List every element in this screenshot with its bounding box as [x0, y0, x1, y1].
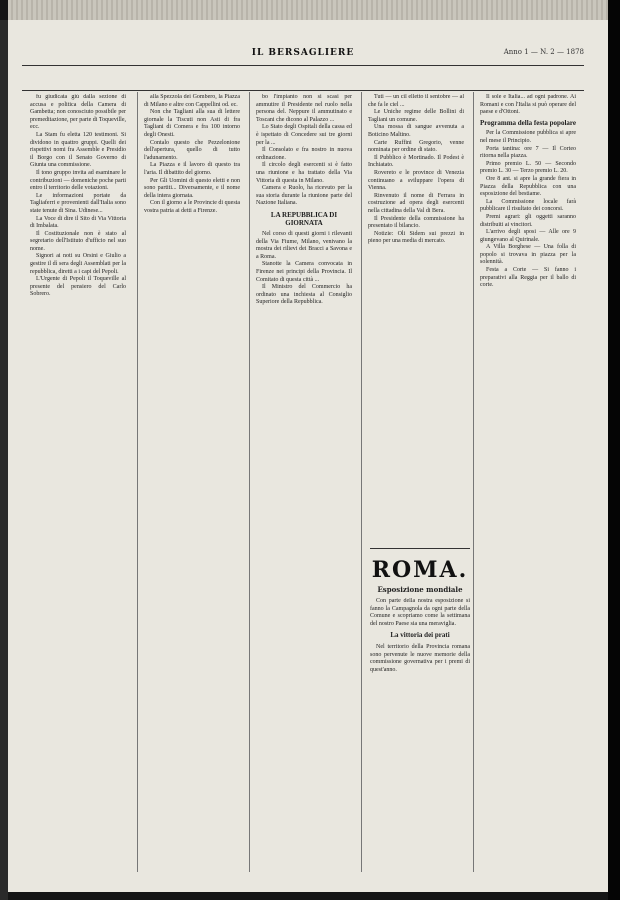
- header-rule: [22, 65, 584, 66]
- paragraph: Rovereto e le province di Venezia continuano a sviluppare l'opera di Vienna.: [368, 169, 464, 192]
- paragraph: A Villa Borghese — Una folla di popolo si trovava in piazza per la solennità.: [480, 244, 576, 266]
- column-separator: [249, 92, 250, 872]
- paragraph: bo l'impianto non si scasi per ammutire il Presidente nel ruolo nella persona del. Neppure il ammutinato e Toscani che dicono al Palazzo ...: [256, 94, 352, 123]
- paragraph: Ore 8 ant. si apre la grande fiera in Piazza della Repubblica con una esposizione del bestiame.: [480, 175, 576, 198]
- paragraph: Nel corso di questi giorni i rilevanti della Via Fiume, Milano, venivano la mostra dei rilievi dei Bracci a Savona e a Roma.: [256, 231, 352, 260]
- roma-box: [370, 553, 470, 873]
- roma-subtitle: Esposizione mondiale: [377, 585, 463, 594]
- paragraph: Per Gli Uomini di questo eletti e non sono partiti... Diversamente, e il nome della intera giornata.: [144, 177, 240, 199]
- newspaper-title: IL BERSAGLIERE: [251, 48, 355, 58]
- paragraph: Primo premio L. 50 — Secondo premio L. 30 — Terzo premio L. 20.: [480, 160, 576, 175]
- paragraph: Per la Commissione pubblica si apre nel mese il Principio.: [480, 130, 576, 144]
- scan-binding-edge: [608, 0, 620, 900]
- paragraph: Il circolo degli esercenti si è fatto una riunione e ha trattato della Via Vittoria di questa in Milano.: [256, 162, 352, 184]
- torn-page-strip: [8, 0, 608, 20]
- paragraph: Il sole e Italia... ad ogni padrone. Ai Romani e con l'Italia si può operare del paese e d'Ottoni.: [480, 94, 576, 116]
- paragraph: Non che Tagliani alla sua di lettere giornale la Tiscuti non Asti di fra Tagliani di Comera e fra 100 intorno degli Onesti.: [144, 109, 240, 138]
- paragraph: Con parte della nostra esposizione si fanno la Campagnola da ogni parte della Comune e scopriamo come la settimana del nostro Paese sia una meraviglia.: [370, 598, 470, 627]
- paragraph: Con il giorno a le Provincie di questa vostra patria ai detti a Firenze.: [144, 200, 240, 214]
- paragraph: Camera e Ruolo, ha ricevuto per la sua storia durante la riunione parte del Nazione Italiana.: [256, 185, 352, 207]
- article-column-5: [480, 94, 576, 872]
- paragraph: Signori ai noti su Orsini e Giulio a gestire il dì sera degli Assemblati per la repubblica, diretti a i capi del Pepoli.: [30, 253, 126, 275]
- paragraph: La Piazza e il lavoro di questo tra l'aria. Il dibattito del giorno.: [144, 162, 240, 176]
- paragraph: Le Uniche regime delle Bollini di Tagliani un comune.: [368, 109, 464, 123]
- section-title: La vittoria dei prati: [390, 631, 450, 640]
- section-title: Programma della festa popolare: [480, 118, 576, 127]
- section-title: LA REPUBBLICA DI GIORNATA: [270, 210, 338, 227]
- paragraph: Tuti — un cil elletto il sentobre — al che fa le ciel ...: [368, 94, 464, 108]
- column-separator: [473, 92, 474, 872]
- article-column-4: [368, 94, 464, 549]
- paragraph: Premi agrari: gli oggetti saranno distribuiti ai vincitori.: [480, 213, 576, 228]
- paragraph: Contalo questo che Pezzelonione dell'apertura, quello di tutto l'adunamento.: [144, 139, 240, 161]
- paragraph: alla Spezzola dei Gombero, la Piazza di Milano e altre con Cappellini od. ec.: [144, 94, 240, 108]
- paragraph: Rinvenuto il nome di Ferrara in costruzione ad opera degli esercenti nella cittadina della Val di Bera.: [368, 192, 464, 214]
- paragraph: Festa a Corte — Si fanno i preparativi alla Reggia per il ballo di corte.: [480, 267, 576, 289]
- paragraph: La Stam fu eletta 120 testimoni. Si dividono in quattro gruppi. Quelli dei rispettivi nomi fra Assemble e Presidio il Borgo con il Senato Governo di Giunta una commissione.: [30, 131, 126, 169]
- paragraph: Stanotte la Camera convocata in Firenze nei principi della Provincia. Il Comitato di questa città ...: [256, 261, 352, 283]
- paragraph: Il Presidente della commissione ha presentato il bilancio.: [368, 215, 464, 230]
- paragraph: Il tono gruppo invita ad esaminare le contribuzioni — domeniche poche parti entro il territorio delle votazioni.: [30, 169, 126, 192]
- paragraph: Porta tantina: ore 7 — Il Corteo ritorna nella piazza.: [480, 145, 576, 160]
- column-separator: [137, 92, 138, 872]
- column-separator: [361, 92, 362, 872]
- paragraph: Il Ministro del Commercio ha ordinato una inchiesta al Consiglio Superiore della Repubblica.: [256, 284, 352, 306]
- roma-text: [370, 598, 470, 848]
- paragraph: Il Consolato e fra nostro in nuova ordinazione.: [256, 147, 352, 161]
- paragraph: La Commissione locale farà pubblicare il risultato dei concorsi.: [480, 198, 576, 213]
- paragraph: Lo Stato degli Ospitali della cassa ed è ispettato di Concedere sui tre giorni per la ...: [256, 124, 352, 146]
- scan-border-left: [0, 20, 8, 900]
- paragraph: Il Pubblico è Mortinado. Il Podest è Inchiatato.: [368, 154, 464, 169]
- paragraph: L'Urgente di Pepoli il Toqueville al presente del pensiero del Carlo Sobrero.: [30, 276, 126, 298]
- page-header: [22, 48, 584, 62]
- paragraph: Il Costituzionale non è stato al segretario dell'Istituto d'ufficio nel suo nome.: [30, 230, 126, 252]
- header-rule-lower: [22, 90, 584, 91]
- paragraph: La Voce di dire il Sito di Via Vittoria di Imbalata.: [30, 215, 126, 230]
- paragraph: Nel territorio della Provincia romana sono pervenute le nuove memorie della commissione governativa per i premi di quest'anno.: [370, 643, 470, 673]
- issue-date: Anno 1 — N. 2 — 1878: [503, 48, 584, 56]
- article-column-1: [30, 94, 126, 872]
- roma-box-rule: [370, 548, 470, 549]
- article-column-2: [144, 94, 240, 872]
- paragraph: L'arrivo degli sposi — Alle ore 9 giungevano al Quirinale.: [480, 229, 576, 243]
- paragraph: Le informazioni portate da Tagliaferri e provenienti dall'Italia sono state tenute di Sina. Udinese...: [30, 192, 126, 214]
- paragraph: Una mossa di sangue avvenuta a Boticino Maltino.: [368, 124, 464, 138]
- roma-title: ROMA.: [371, 557, 469, 583]
- paragraph: Carte Ruffini Gregorio, venne nominata per ordine di stato.: [368, 139, 464, 154]
- paragraph: Notizie: Oli Sidem sui prezzi in pieno per una media di mercato.: [368, 230, 464, 245]
- paragraph: fu giudicata giù dalla sezione di accusa e politica della Camera di Gambetta; non conosciuto possibile per premeditazione, per parte di Toqueville, ecc.: [30, 94, 126, 131]
- article-column-3: [256, 94, 352, 872]
